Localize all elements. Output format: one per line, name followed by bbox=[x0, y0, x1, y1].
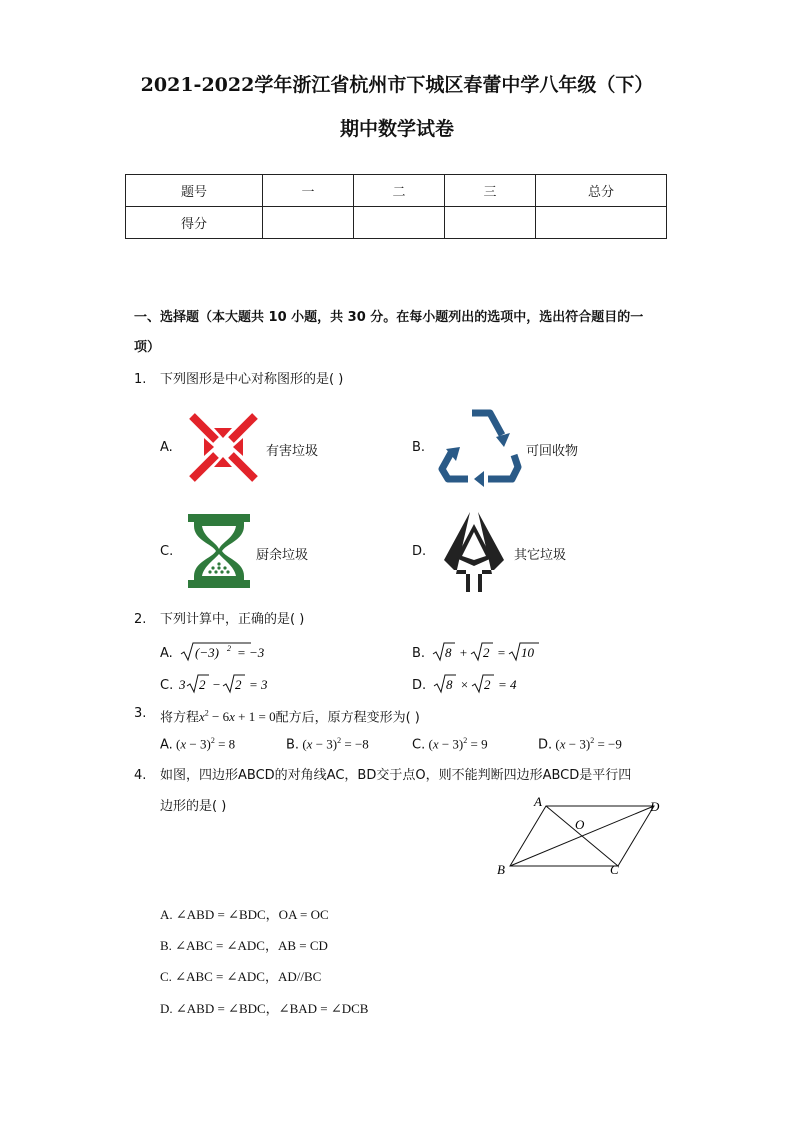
svg-text:2: 2 bbox=[226, 644, 231, 653]
svg-text:3: 3 bbox=[179, 677, 186, 692]
q3-option-b[interactable]: B. $(x - 3)^2 = -8$ bbox=[286, 736, 369, 753]
recycle-icon bbox=[438, 407, 522, 487]
q3-number: 3. bbox=[134, 706, 147, 721]
svg-text:=: = bbox=[497, 645, 506, 660]
vertex-label-c: C bbox=[610, 862, 619, 877]
other-waste-icon bbox=[440, 510, 508, 592]
score-table-score-row bbox=[126, 207, 667, 239]
score-cell-1[interactable] bbox=[263, 207, 354, 239]
q2-option-c[interactable] bbox=[160, 673, 287, 695]
svg-text:10: 10 bbox=[521, 645, 535, 660]
q2-option-b-letter: B. bbox=[412, 646, 426, 661]
svg-text:2: 2 bbox=[199, 677, 206, 692]
q4-option-d[interactable]: D. ∠ABD = ∠BDC，∠BAD = ∠DCB bbox=[160, 1001, 369, 1016]
parallelogram-figure bbox=[494, 794, 668, 880]
svg-text:= 3: = 3 bbox=[249, 677, 268, 692]
hourglass-icon bbox=[186, 512, 252, 590]
q2-option-d-letter: D. bbox=[412, 678, 427, 693]
svg-text:= −3: = −3 bbox=[236, 645, 265, 660]
score-header-cell: 一 bbox=[263, 175, 354, 207]
svg-text:×: × bbox=[460, 677, 470, 692]
svg-text:8: 8 bbox=[445, 645, 452, 660]
q2-option-a-expression bbox=[177, 641, 287, 663]
svg-text:(−3): (−3) bbox=[194, 645, 219, 660]
svg-text:2: 2 bbox=[484, 677, 491, 692]
q1-stem: 下列图形是中心对称图形的是( ) bbox=[160, 372, 344, 387]
svg-text:−: − bbox=[212, 677, 222, 692]
q4-option-a[interactable]: A. ∠ABD = ∠BDC，OA = OC bbox=[160, 907, 329, 922]
q4-option-b[interactable]: B. ∠ABC = ∠ADC，AB = CD bbox=[160, 938, 328, 953]
q1-option-a-caption: 有害垃圾 bbox=[266, 444, 319, 459]
q2-option-b[interactable] bbox=[412, 641, 549, 663]
score-header-cell: 总分 bbox=[536, 175, 667, 207]
svg-text:+: + bbox=[459, 645, 468, 660]
vertex-label-b: B bbox=[497, 862, 505, 877]
svg-text:8: 8 bbox=[446, 677, 453, 692]
q3-option-b-letter: B. bbox=[286, 737, 300, 753]
q4-stem-line1: 如图，四边形ABCD的对角线AC，BD交于点O，则不能判断四边形ABCD是平行四 bbox=[160, 768, 632, 783]
q3-stem-post: 配方后，原方程变形为( ) bbox=[275, 710, 420, 726]
score-header-cell: 三 bbox=[445, 175, 536, 207]
svg-text:= 4: = 4 bbox=[498, 677, 517, 692]
q2-option-c-expression bbox=[177, 673, 287, 695]
q1-option-b-caption: 可回收物 bbox=[526, 444, 579, 459]
q3-option-d-letter: D. bbox=[538, 737, 553, 753]
q1-option-c-caption: 厨余垃圾 bbox=[256, 548, 309, 563]
q2-number: 2. bbox=[134, 612, 147, 627]
q1-option-c-letter[interactable]: C. bbox=[160, 544, 174, 559]
score-header-cell: 二 bbox=[354, 175, 445, 207]
q1-number: 1. bbox=[134, 372, 147, 387]
q2-option-d-expression bbox=[430, 673, 540, 695]
q3-option-c[interactable]: C. $(x - 3)^2 = 9$ bbox=[412, 736, 488, 753]
hazard-x-icon bbox=[186, 410, 261, 485]
score-row-label: 得分 bbox=[126, 207, 263, 239]
q2-option-a[interactable] bbox=[160, 641, 287, 663]
q3-option-a[interactable]: A. $(x - 3)^2 = 8$ bbox=[160, 736, 236, 753]
score-cell-3[interactable] bbox=[445, 207, 536, 239]
q1-option-b-letter[interactable]: B. bbox=[412, 440, 426, 455]
q2-option-b-expression bbox=[429, 641, 549, 663]
q2-option-d[interactable] bbox=[412, 673, 540, 695]
q3-stem bbox=[160, 705, 420, 727]
q1-option-d-caption: 其它垃圾 bbox=[514, 548, 567, 563]
q4-number: 4. bbox=[134, 768, 147, 783]
exam-title-line2: 期中数学试卷 bbox=[339, 118, 454, 140]
q3-equation: $x^2 - 6x + 1 = 0$ bbox=[199, 709, 276, 725]
section1-heading-line1: 一、选择题（本大题共 10 小题，共 30 分。在每小题列出的选项中，选出符合题目的一 bbox=[134, 310, 644, 325]
q4-option-c[interactable]: C. ∠ABC = ∠ADC，AD//BC bbox=[160, 969, 322, 984]
q3-option-a-letter: A. bbox=[160, 737, 173, 753]
vertex-label-a: A bbox=[534, 794, 542, 809]
vertex-label-d: D bbox=[650, 799, 660, 814]
q2-stem: 下列计算中，正确的是( ) bbox=[160, 612, 305, 627]
q3-stem-pre: 将方程 bbox=[160, 710, 200, 726]
section1-heading-line2: 项） bbox=[134, 340, 161, 355]
q3-option-c-letter: C. bbox=[412, 737, 426, 753]
center-label-o: O bbox=[575, 817, 585, 832]
svg-text:2: 2 bbox=[235, 677, 242, 692]
q1-option-a-letter[interactable]: A. bbox=[160, 440, 173, 455]
score-header-cell: 题号 bbox=[126, 175, 263, 207]
q2-option-a-letter: A. bbox=[160, 646, 173, 661]
q2-option-c-letter: C. bbox=[160, 678, 174, 693]
svg-text:2: 2 bbox=[483, 645, 490, 660]
score-table bbox=[125, 174, 667, 239]
score-table-header-row bbox=[126, 175, 667, 207]
score-cell-total[interactable] bbox=[536, 207, 667, 239]
score-cell-2[interactable] bbox=[354, 207, 445, 239]
q4-stem-line2: 边形的是( ) bbox=[160, 799, 227, 814]
q3-option-d[interactable]: D. $(x - 3)^2 = -9$ bbox=[538, 736, 622, 753]
q1-option-d-letter[interactable]: D. bbox=[412, 544, 427, 559]
exam-title-line1: 2021-2022学年浙江省杭州市下城区春蕾中学八年级（下） bbox=[140, 74, 654, 96]
